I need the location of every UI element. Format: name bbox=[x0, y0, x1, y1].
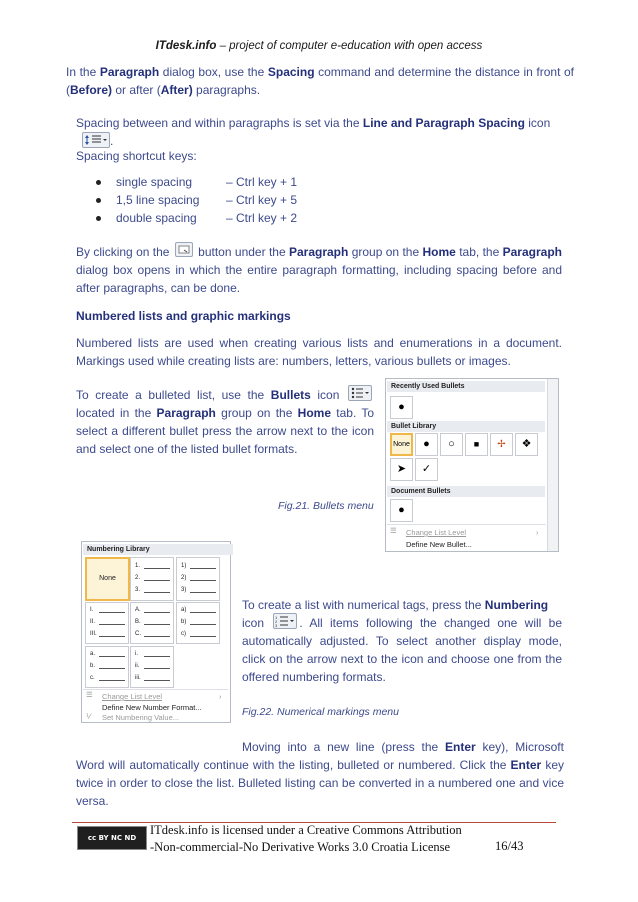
numbering-menu bbox=[81, 541, 231, 723]
bullet-option-arrow[interactable]: ➤ bbox=[390, 458, 413, 481]
header-text: – project of computer e-education with open access bbox=[216, 40, 483, 52]
svg-text:1: 1 bbox=[275, 614, 278, 620]
change-list-level-icon: ☰ bbox=[86, 690, 93, 699]
numbering-library-header: Numbering Library bbox=[83, 544, 233, 555]
shortcut-list bbox=[96, 173, 396, 227]
numbering-option-upper-alpha[interactable]: A. B. C. bbox=[130, 602, 174, 644]
set-numbering-value-item[interactable]: Set Numbering Value... bbox=[102, 713, 179, 722]
bullet-option-dot[interactable]: ● bbox=[415, 433, 438, 456]
chevron-right-icon: › bbox=[536, 528, 539, 537]
line-spacing-icon bbox=[82, 132, 110, 148]
change-list-level-item[interactable]: Change List Level bbox=[102, 692, 163, 701]
page-header bbox=[0, 40, 638, 52]
dialog-launcher-icon bbox=[175, 242, 193, 257]
svg-text:2: 2 bbox=[275, 618, 278, 624]
moving-paragraph: Moving into a new line (press the Enter key), Microsoft Word will automatically continue with the listing, bulleted or numbered. Click the Enter key twice in order to close the list. Bulleted listing can be converted in a numbered one and vice versa. bbox=[76, 740, 564, 808]
define-new-number-format-item[interactable]: Define New Number Format... bbox=[102, 703, 202, 712]
numbering-option-none[interactable]: None bbox=[85, 557, 130, 601]
bullet-option-dot[interactable]: ● bbox=[390, 396, 413, 419]
figure-caption: Fig.22. Numerical markings menu bbox=[242, 706, 399, 718]
bullet-library-header: Bullet Library bbox=[387, 421, 545, 432]
shortcut-title: Spacing shortcut keys: bbox=[76, 149, 197, 163]
cc-license-badge: cc BY NC ND bbox=[77, 826, 147, 850]
clicking-paragraph: By clicking on the button under the Paragraph group on the Home tab, the Paragraph dialog box opens in which the entire paragraph formatting, including spacing before and after paragraphs, can be done. bbox=[76, 243, 562, 297]
svg-text:3: 3 bbox=[275, 622, 278, 628]
numbering-option-paren[interactable]: 1) 2) 3) bbox=[176, 557, 220, 601]
numbering-option-numbers[interactable]: 1. 2. 3. bbox=[130, 557, 174, 601]
chevron-right-icon: › bbox=[219, 692, 222, 701]
header-brand: ITdesk.info bbox=[155, 40, 217, 52]
list-item: double spacing – Ctrl key + 2 bbox=[96, 209, 396, 227]
spacing-paragraph: Spacing between and within paragraphs is set via the Line and Paragraph Spacing icon . bbox=[76, 116, 551, 148]
numbering-option-lower-alpha-paren[interactable]: a) b) c) bbox=[176, 602, 220, 644]
bullet-option-none[interactable]: None bbox=[390, 433, 413, 456]
scrollbar[interactable] bbox=[547, 379, 558, 551]
change-list-level-item[interactable]: Change List Level bbox=[406, 528, 467, 537]
bullets-menu bbox=[385, 378, 559, 552]
document-bullets-header: Document Bullets bbox=[387, 486, 545, 497]
page-number: 16/43 bbox=[495, 839, 524, 853]
numbered-paragraph: Numbered lists are used when creating various lists and enumerations in a document. Markings used while creating lists are: numbers, letters, various bullets or images. bbox=[76, 336, 562, 368]
bullet-option-check[interactable]: ✓ bbox=[415, 458, 438, 481]
recent-bullets-header: Recently Used Bullets bbox=[387, 381, 545, 392]
bullet-option-square[interactable]: ■ bbox=[465, 433, 488, 456]
numbering-paragraph: To create a list with numerical tags, press the Numbering icon 1 2 3 . All items following the changed one will be automatically adjusted. To select another display mode, click on the arrow next to the icon and choose one from the offered numbering formats. bbox=[242, 598, 562, 684]
bullet-option-dot[interactable]: ● bbox=[390, 499, 413, 522]
bullet-option-circle[interactable]: ○ bbox=[440, 433, 463, 456]
footer-license-text: ITdesk.info is licensed under a Creative Commons Attribution -Non-commercial-No Derivative Works 3.0 Croatia License bbox=[150, 823, 462, 854]
numbering-option-roman[interactable]: I. II. III. bbox=[85, 602, 129, 644]
define-new-bullet-item[interactable]: Define New Bullet... bbox=[406, 540, 472, 549]
list-item: 1,5 line spacing – Ctrl key + 5 bbox=[96, 191, 396, 209]
bullets-icon bbox=[348, 385, 372, 401]
section-heading: Numbered lists and graphic markings bbox=[76, 309, 291, 323]
set-numbering-icon: ⅟ bbox=[86, 712, 91, 721]
bullet-option-star[interactable]: ✢ bbox=[490, 433, 513, 456]
change-list-level-icon: ☰ bbox=[390, 526, 397, 535]
intro-paragraph: In the Paragraph dialog box, use the Spacing command and determine the distance in front of (Before) or after (After) paragraphs. bbox=[66, 65, 574, 97]
bullet-option-diamond[interactable]: ❖ bbox=[515, 433, 538, 456]
numbering-icon bbox=[273, 613, 297, 629]
figure-caption: Fig.21. Bullets menu bbox=[278, 500, 374, 512]
bullets-paragraph: To create a bulleted list, use the Bullets icon located in the Paragraph group on the Home tab. To select a different bullet press the arrow next to the icon and select one of the listed bullet formats. bbox=[76, 386, 374, 458]
numbering-option-lower-alpha[interactable]: a. b. c. bbox=[85, 646, 129, 688]
numbering-option-lower-roman[interactable]: i. ii. iii. bbox=[130, 646, 174, 688]
list-item: single spacing – Ctrl key + 1 bbox=[96, 173, 396, 191]
